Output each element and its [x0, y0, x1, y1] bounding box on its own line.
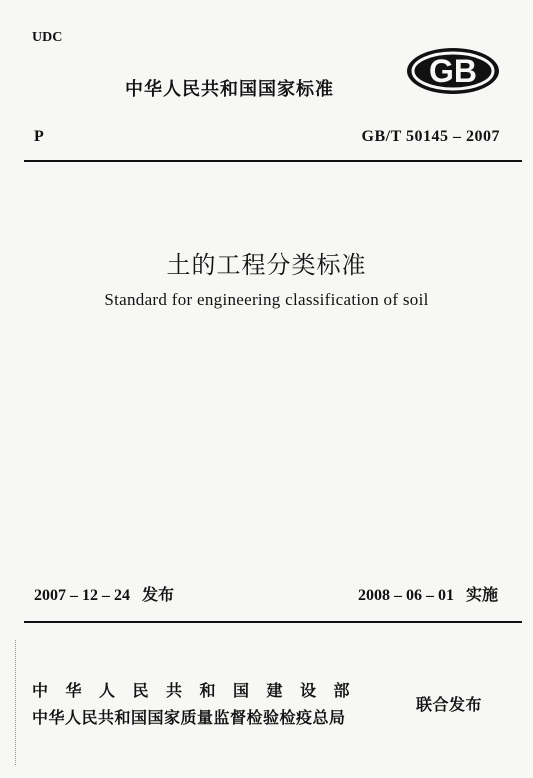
- classification-code: P: [34, 128, 44, 145]
- implementation-date-line: [358, 582, 498, 605]
- gb-logo-icon: [404, 46, 502, 96]
- joint-issue-label: 联合发布: [416, 695, 483, 714]
- national-standard-heading: 中华人民共和国国家标准: [125, 79, 334, 100]
- issue-date-line: [34, 582, 174, 605]
- title-chinese: 土的工程分类标准: [166, 251, 367, 279]
- udc-label: UDC: [32, 30, 63, 45]
- gb-logo-text: GB: [429, 53, 477, 89]
- issue-date: 2007 – 12 – 24: [34, 587, 130, 604]
- title-english: Standard for engineering classification of soil: [104, 290, 429, 309]
- implementation-date: 2008 – 06 – 01: [357, 587, 454, 604]
- issue-label: 发布: [142, 585, 175, 604]
- publisher-aqsiq: 中华人民共和国国家质量监督检验检疫总局: [32, 708, 346, 727]
- header-divider: [24, 160, 522, 162]
- footer-divider: [24, 621, 522, 623]
- standard-number: GB/T 50145 – 2007: [361, 128, 500, 145]
- publisher-ministry-of-construction: 中华人民共和国建设部: [32, 681, 368, 700]
- scan-edge-mark: [15, 640, 17, 765]
- implementation-label: 实施: [465, 585, 498, 604]
